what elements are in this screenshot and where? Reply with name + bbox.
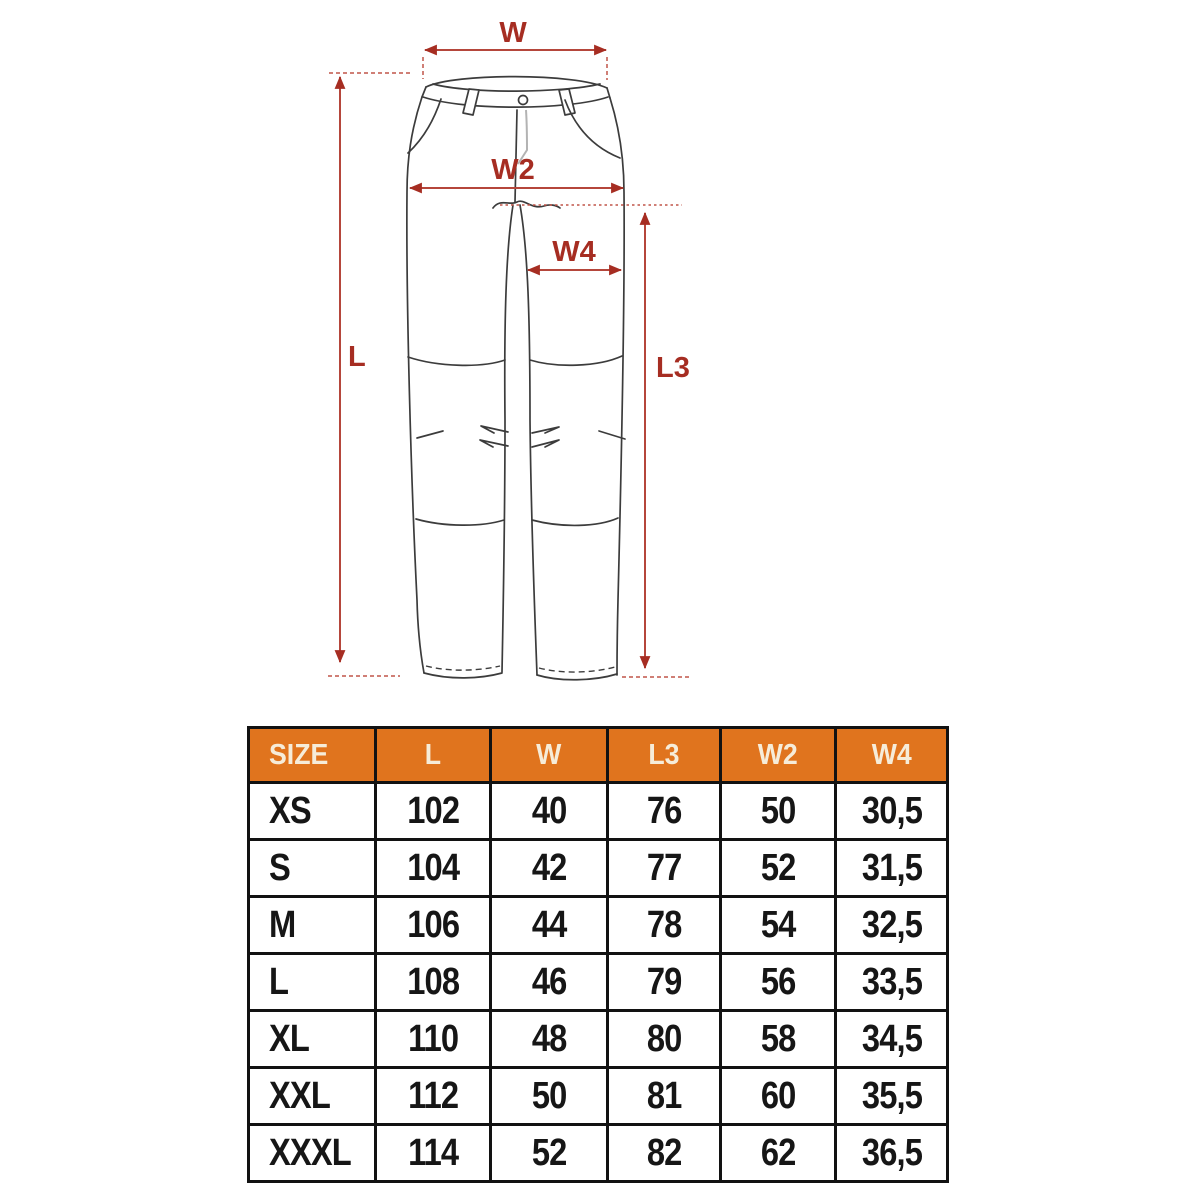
cell-text: 80 [646,1017,682,1060]
header-label: W [536,738,562,771]
inner-seam-right [520,205,537,675]
header-label: W4 [871,738,912,771]
cell-w4 [836,1125,948,1182]
knee-seam-upper-left [408,357,505,365]
cell-text: 32,5 [861,903,922,946]
table-row-m [249,897,948,954]
cell-text: 30,5 [861,789,922,832]
dimension-w2-label: W2 [491,154,535,186]
pocket-left [408,99,441,153]
header-cell-size [249,728,376,783]
dimension-w-label: W [499,17,527,49]
cell-size [249,783,376,840]
cell-w [491,954,608,1011]
cell-text: XXXL [269,1131,351,1174]
dimension-w2 [410,154,623,188]
cell-l3 [608,1011,721,1068]
cell-w4 [836,897,948,954]
cell-w [491,783,608,840]
cell-text: 77 [646,846,682,889]
cell-size [249,1068,376,1125]
hem-stitch-left [426,666,500,670]
cell-text: 35,5 [861,1074,922,1117]
button [519,96,528,105]
cell-size [249,1125,376,1182]
cell-text: 48 [531,1017,567,1060]
cell-w2 [721,1011,836,1068]
cell-text: 102 [407,789,459,832]
cell-w4 [836,954,948,1011]
cell-text: 42 [531,846,567,889]
cell-text: 52 [760,846,796,889]
cell-text: 54 [760,903,796,946]
cell-l [376,897,491,954]
cell-text: 104 [407,846,459,889]
table-row-s [249,840,948,897]
cell-l3 [608,840,721,897]
cell-l [376,783,491,840]
inner-seam-left [502,205,513,672]
crease-arrow-right-upper [532,427,559,433]
cell-text: 50 [531,1074,567,1117]
knee-seam-upper-right [530,356,622,365]
table-row-xl [249,1011,948,1068]
cell-l [376,840,491,897]
header-cell-w [491,728,608,783]
cell-text: 46 [531,960,567,1003]
cell-size [249,897,376,954]
dimension-l3 [500,205,690,677]
table-row-xxxl [249,1125,948,1182]
cell-l [376,1011,491,1068]
cell-l3 [608,1068,721,1125]
cell-text: 78 [646,903,682,946]
cell-text: S [269,846,290,889]
hem-right [537,674,617,680]
header-label: L [424,738,442,771]
cell-l3 [608,783,721,840]
cell-w [491,840,608,897]
crease-arrow-left-upper [481,426,508,433]
dimension-w4 [528,236,621,270]
cell-w [491,1011,608,1068]
crease-arrow-left-lower [480,440,508,447]
table-row-xxl [249,1068,948,1125]
outer-seam-right [610,98,624,675]
cell-w2 [721,1125,836,1182]
cell-w2 [721,840,836,897]
belt-loop-right [559,89,575,115]
cell-text: 108 [407,960,459,1003]
cell-text: 33,5 [861,960,922,1003]
cell-text: L [269,960,289,1003]
cell-size [249,840,376,897]
table-row-l [249,954,948,1011]
header-label: W2 [757,738,799,771]
crease-arrow-right-lower [532,440,559,447]
cell-l3 [608,897,721,954]
cell-text: 52 [531,1131,567,1174]
size-table [247,726,949,1183]
cell-l [376,1125,491,1182]
header-row [249,728,948,783]
header-cell-w4 [836,728,948,783]
cell-text: 81 [646,1074,682,1117]
cell-text: 60 [760,1074,796,1117]
cell-text: 110 [407,1017,459,1060]
table-row-xs [249,783,948,840]
cell-text: 112 [407,1074,459,1117]
dimension-w4-label: W4 [552,236,596,268]
cell-text: XS [269,789,311,832]
waistband-top-rim [426,77,607,88]
cell-w4 [836,783,948,840]
cell-w [491,897,608,954]
cell-text: 34,5 [861,1017,922,1060]
cell-text: 50 [760,789,796,832]
cell-w2 [721,897,836,954]
cell-text: 62 [760,1131,796,1174]
knee-seam-lower-left [416,519,504,525]
cell-text: 76 [646,789,682,832]
cell-text: 44 [531,903,567,946]
outer-seam-left [407,97,424,673]
cell-size [249,954,376,1011]
cell-text: 36,5 [861,1131,922,1174]
cell-text: 56 [760,960,796,1003]
cell-w [491,1068,608,1125]
cell-text: 58 [760,1017,796,1060]
cell-w [491,1125,608,1182]
cell-size [249,1011,376,1068]
cell-l3 [608,954,721,1011]
hem-stitch-right [539,667,615,672]
dimension-l [328,73,410,676]
cell-l [376,954,491,1011]
cell-l [376,1068,491,1125]
cell-w2 [721,1068,836,1125]
belt-loop-left [463,89,479,115]
header-cell-w2 [721,728,836,783]
header-label: L3 [648,738,680,771]
cell-text: XL [269,1017,310,1060]
header-cell-l3 [608,728,721,783]
cell-w4 [836,1011,948,1068]
dimension-w [423,17,607,80]
cell-text: 79 [646,960,682,1003]
cell-text: M [269,903,296,946]
cell-text: 40 [531,789,567,832]
knee-seam-lower-right [532,518,618,525]
cell-w2 [721,954,836,1011]
dimension-l3-label: L3 [656,352,690,384]
cell-l3 [608,1125,721,1182]
cell-w2 [721,783,836,840]
header-label: SIZE [269,738,329,771]
cell-text: 82 [646,1131,682,1174]
crease-tick-left [417,431,443,438]
cell-text: XXL [269,1074,330,1117]
waistband-bottom [423,97,608,107]
cell-w4 [836,1068,948,1125]
header-cell-l [376,728,491,783]
cell-w4 [836,840,948,897]
hem-left [424,673,502,678]
cell-text: 31,5 [861,846,922,889]
waistband-inner-rim [433,84,600,91]
cell-text: 106 [407,903,459,946]
dimension-l-label: L [348,341,366,373]
cell-text: 114 [407,1131,459,1174]
